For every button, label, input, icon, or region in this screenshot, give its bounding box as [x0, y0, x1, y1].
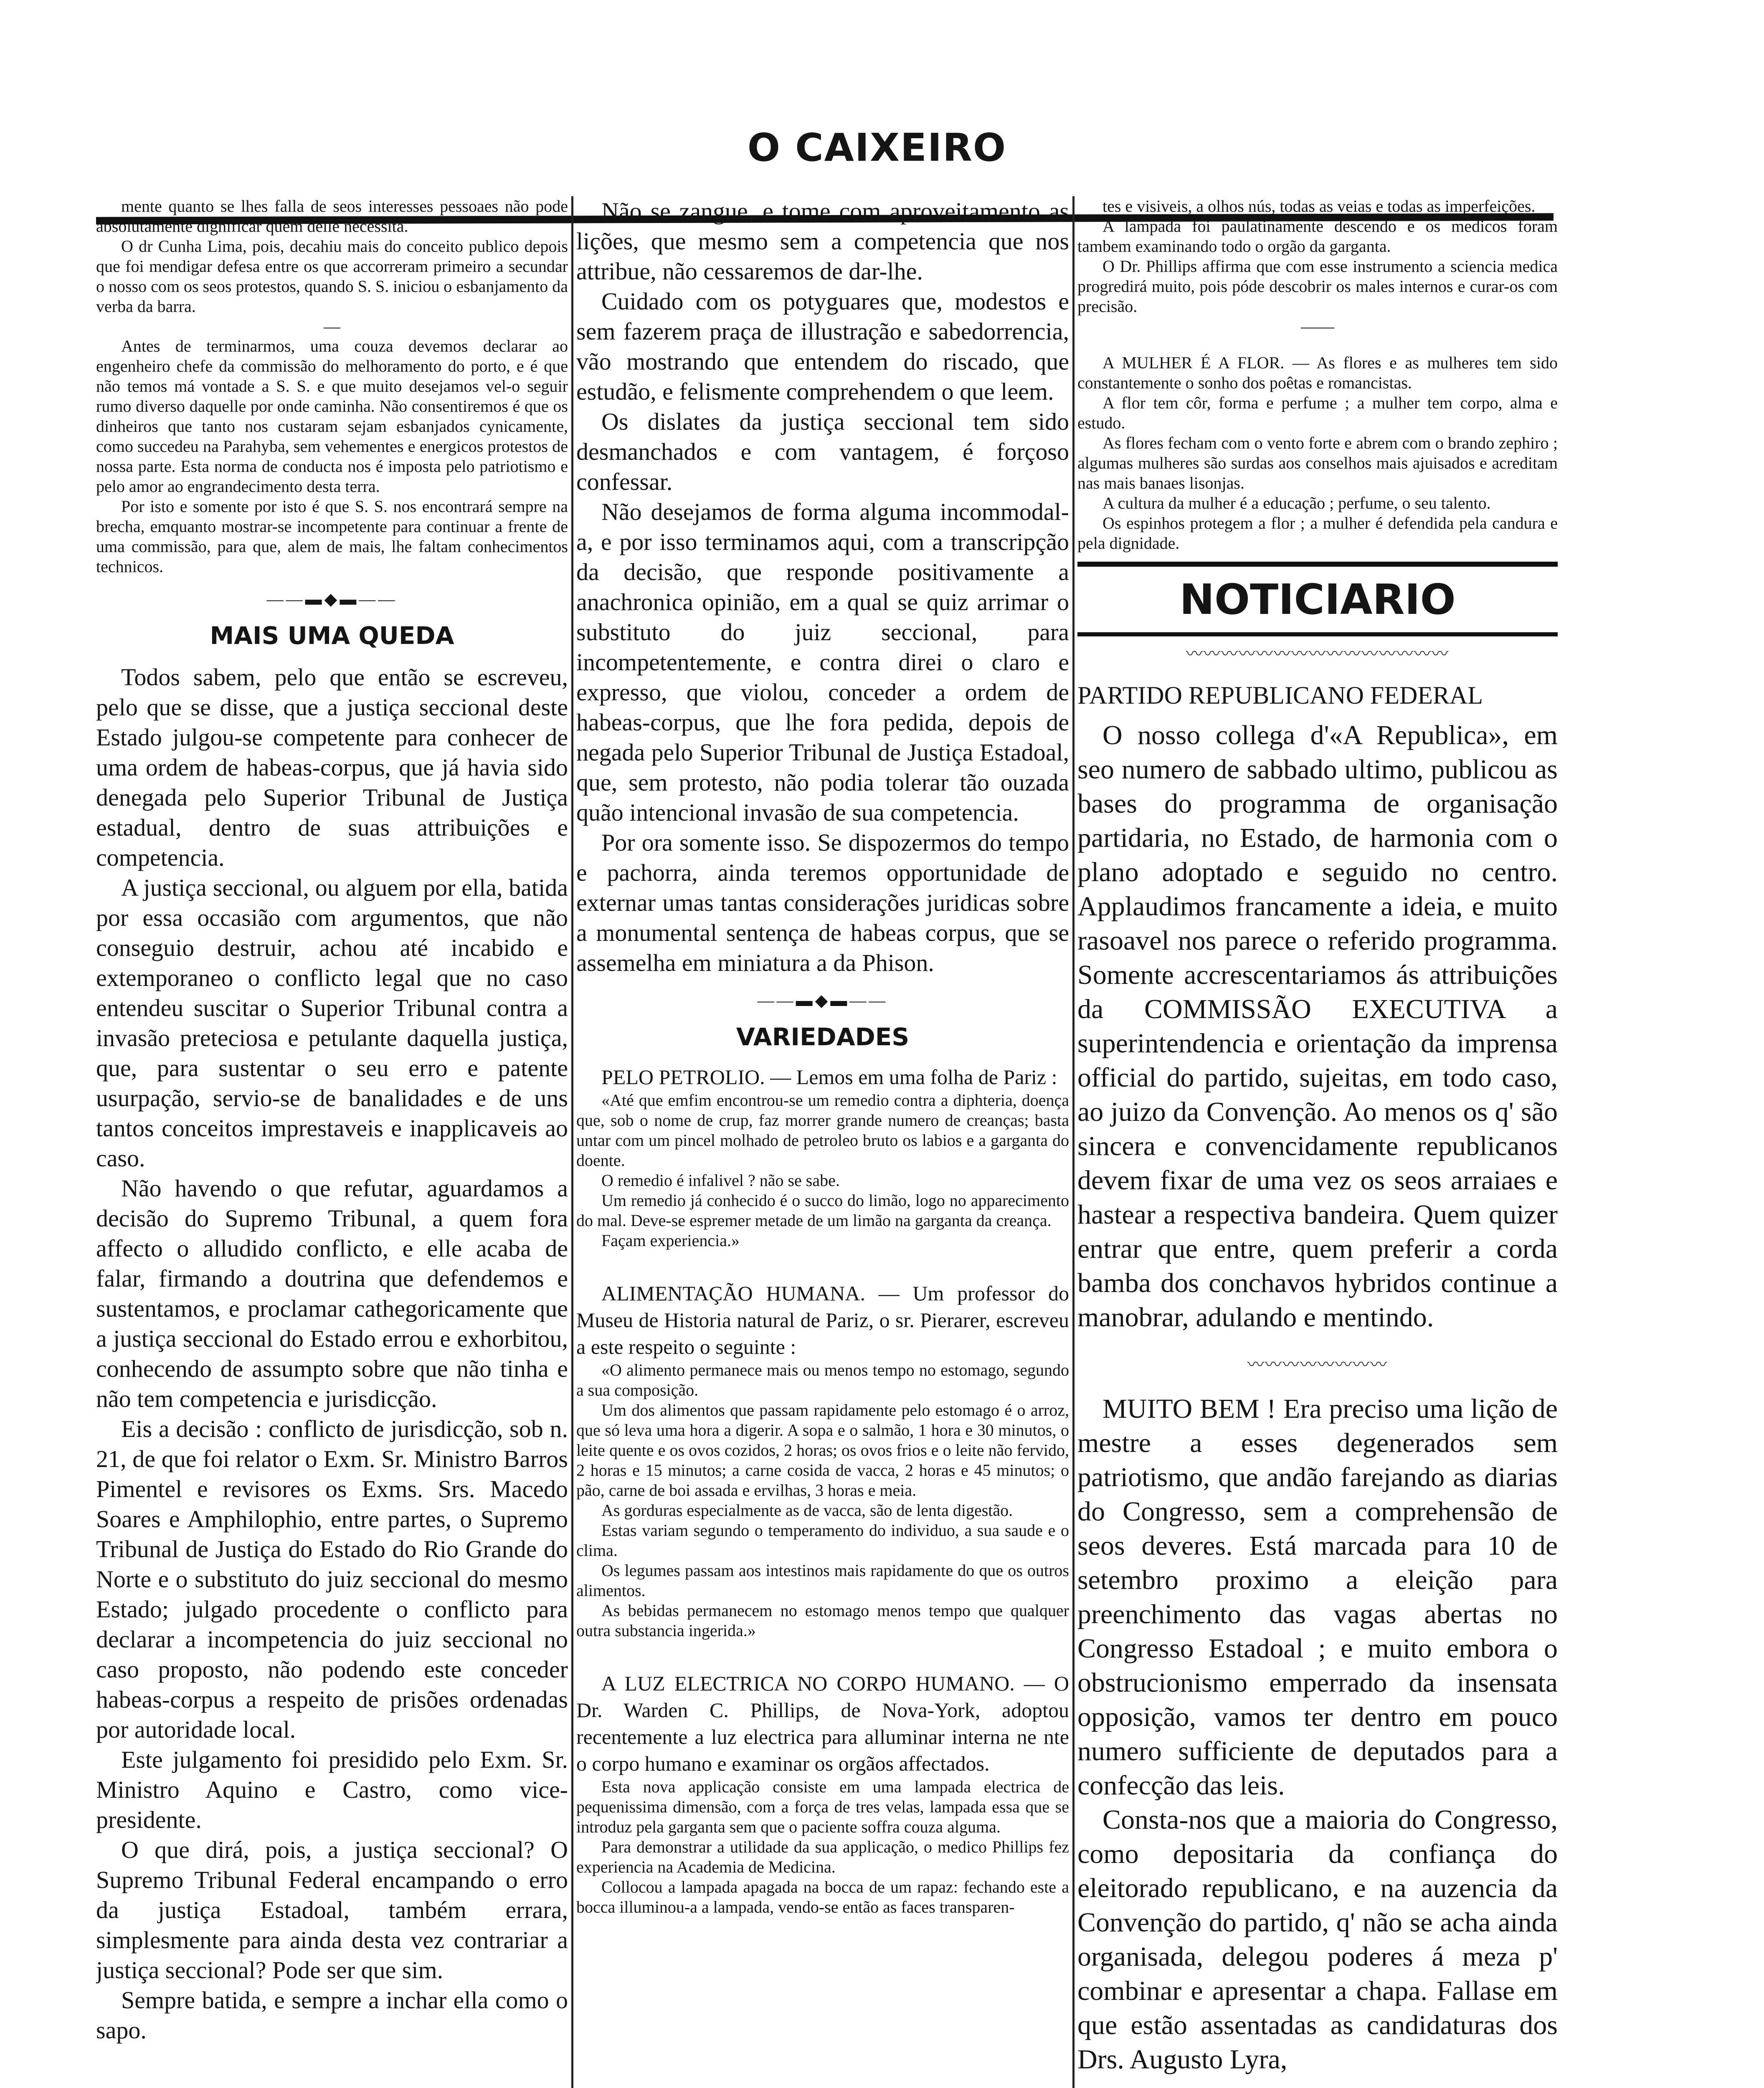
noticiario-title: NOTICIARIO [1179, 575, 1456, 624]
col1-cont-paragraph: Antes de terminarmos, uma couza devemos declarar ao engenheiro chefe da commissão do melhoramento do porto, e é que não temos má vontade a S. S. e que muito desejamos vel-o seguir rumo diverso daquelle por onde caminha. Não consentiremos é que os dinheiros que tanto nos custaram sejam esbanjados cynicamente, como succedeu na Parahyba, sem vehementes e energicos protestos de nossa parte. Esta norma de conducta nos é imposta pelo patriotismo e pelo amor ao engrandecimento desta terra. [96, 337, 568, 496]
noticiario-banner [1077, 562, 1558, 636]
muito-bem-paragraph: MUITO BEM ! Era preciso uma lição de mestre a esses degenerados sem patriotismo, que andão farejando as diarias do Congresso, sem a comprehensão de seos deveres. Está marcada para 10 de setembro proximo a eleição para preenchimento das vagas abertas no Congresso Estadoal ; e muito embora o obstrucionismo emperrado da insensata opposição, vamos ter dentro em pouco numero sufficiente de deputados para a confecção das leis. [1077, 1394, 1558, 1801]
wave-divider: 〰〰〰〰〰〰〰〰〰〰〰〰〰〰〰 [1186, 644, 1449, 663]
masthead: O CAIXEIRO [747, 125, 1007, 170]
ornament-divider: ——▬◆▬—— [757, 991, 888, 1010]
article-paragraph: O que dirá, pois, a justiça seccional? O Supremo Tribunal Federal encampando o erro da justiça Estadoal, também errara, simplesmente para ainda desta vez contrariar a justiça seccional? Pode ser que sim. [96, 1836, 568, 1984]
col1-cont-paragraph: O dr Cunha Lima, pois, decahiu mais do conceito publico depois que foi mendigar defesa entre os que accorreram primeiro a secundar o nosso com os seos protestos, quando S. S. iniciou o esbanjamento da verba da barra. [96, 237, 568, 316]
article-paragraph: Todos sabem, pelo que então se escreveu, pelo que se disse, que a justiça seccional deste Estado julgou-se competente para conhecer de uma ordem de habeas-corpus, que já havia sido denegada pelo Superior Tribunal de Justiça estadual, dentro de suas attribuições e competencia. [96, 664, 568, 871]
mulher-paragraph: As flores fecham com o vento forte e abrem com o brando zephiro ; algumas mulheres são surdas aos conselhos mais ajuisados e acreditam nas mais banaes lisonjas. [1077, 433, 1558, 492]
variedades-paragraph: «Até que emfim encontrou-se um remedio contra a diphteria, doença que, sob o nome de crup, faz morrer grande numero de creanças; basta untar com um pincel molhado de petroleo bruto os labios e a garganta do doente. [576, 1091, 1069, 1170]
column-3 [1077, 196, 1558, 2077]
article-paragraph: Os dislates da justiça seccional tem sido desmanchados e com vantagem, é forçoso confessar. [576, 408, 1069, 495]
variedades-paragraph: Estas variam segundo o temperamento do individuo, a sua saude e o clima. [576, 1521, 1069, 1560]
variedades-paragraph: Esta nova applicação consiste em uma lampada electrica de pequenissima dimensão, com a força de tres velas, lampada essa que se introduz pela garganta sem que o paciente soffra couza alguma. [576, 1777, 1069, 1836]
mulher-paragraph: Os espinhos protegem a flor ; a mulher é defendida pela candura e pela dignidade. [1077, 514, 1558, 552]
col3-cont-paragraph: O Dr. Phillips affirma que com esse instrumento a sciencia medica progredirá muito, pois póde descobrir os males internos e curar-os com precisão. [1077, 257, 1558, 316]
variedades-paragraph: «O alimento permanece mais ou menos tempo no estomago, segundo a sua composição. [576, 1361, 1069, 1399]
article-paragraph: Não desejamos de forma alguma incommodal-a, e por isso terminamos aqui, com a transcripção da decisão, que responde positivamente a anachronica opinião, em a qual se quiz arrimar o substituto do juiz seccional, para incompetentemente, e contra direi o claro e expresso, que violou, conceder a ordem de habeas-corpus, que lhe fora pedida, depois de negada pelo Superior Tribunal de Justiça Estadoal, que, sem protesto, não podia tolerar tão ouzada quão intencional invasão de sua competencia. [576, 498, 1069, 826]
col1-cont-paragraph: mente quanto se lhes falla de seos interesses pessoaes não pode absolutamente dignificar quem delle necessita. [96, 197, 568, 236]
column-2 [576, 196, 1069, 1917]
separator-dash: —— [1301, 317, 1334, 336]
variedades-paragraph: ALIMENTAÇÃO HUMANA. — Um professor do Museu de Historia natural de Pariz, o sr. Pierarer, escreveu a este respeito o seguinte : [576, 1282, 1069, 1358]
article-paragraph: Sempre batida, e sempre a inchar ella como o sapo. [96, 1987, 568, 2044]
variedades-paragraph: Um dos alimentos que passam rapidamente pelo estomago é o arroz, que só leva uma hora a digerir. A sopa e o salmão, 1 hora e 30 minutos, o leite quente e os ovos cozidos, 2 horas; os ovos frios e o leite não fervido, 2 horas e 15 minutos; a carne cosida de vacca, 2 horas e 45 minutos; o pão, carne de boi assada e ervilhas, 3 horas e meia. [576, 1401, 1069, 1500]
article-paragraph: Não havendo o que refutar, aguardamos a decisão do Supremo Tribunal, a quem fora affecto o alludido conflicto, e elle acaba de falar, firmando a doutrina que defendemos e sustentamos, e proclamar cathegoricamente que a justiça seccional do Estado errou e exhorbitou, conhecendo de assumpto sobre que não tinha e não tem competencia e jurisdicção. [96, 1175, 568, 1412]
variedades-paragraph: As bebidas permanecem no estomago menos tempo que qualquer outra substancia ingerida.» [576, 1601, 1069, 1640]
variedades-paragraph: Os legumes passam aos intestinos mais rapidamente do que os outros alimentos. [576, 1561, 1069, 1600]
variedades-paragraph: Para demonstrar a utilidade da sua applicação, o medico Phillips fez experiencia na Academia de Medicina. [576, 1837, 1069, 1876]
partido-paragraph: O nosso collega d'«A Republica», em seo numero de sabbado ultimo, publicou as bases do programma de organisação partidaria, no Estado, de harmonia com o plano adoptado e seguido no centro. Applaudimos francamente a ideia, e muito rasoavel nos parece o referido programma. Somente accrescentariamos ás attribuições da COMMISSÃO EXECUTIVA a superintendencia e orientação da imprensa official do partido, sujeitas, em todo caso, ao juizo da Convenção. Ao menos os q' são sincera e convencidamente republicanos devem fixar de uma vez os seos arraiaes e hastear a respectiva bandeira. Quem quizer entrar que entre, quem preferir a corda bamba dos conchavos hybridos continue a manobrar, adulando e mentindo. [1077, 720, 1558, 1333]
muito-bem-paragraph: Consta-nos que a maioria do Congresso, como depositaria da confiança do eleitorado republicano, e na auzencia da Convenção do partido, q' não se acha ainda organisada, delegou poderes á meza p' combinar e apresentar a chapa. Fallase em que estão assentadas as candidaturas dos Drs. Augusto Lyra, [1077, 1804, 1558, 2075]
mulher-paragraph: A cultura da mulher é a educação ; perfume, o seu talento. [1102, 494, 1491, 512]
variedades-paragraph: A LUZ ELECTRICA NO CORPO HUMANO. — O Dr. Warden C. Phillips, de Nova-York, adoptou recentemente a luz electrica para alluminar interna ne nte o corpo humano e examinar os orgãos affectados. [576, 1672, 1069, 1775]
mulher-paragraph: A MULHER É A FLOR. — As flores e as mulheres tem sido constantemente o sonho dos poêtas e romancistas. [1077, 353, 1558, 392]
col3-cont-paragraph: A lampada foi paulatinamente descendo e os medicos foram tambem examinando todo o orgão da garganta. [1077, 217, 1558, 256]
variedades-paragraph: Façam experiencia.» [601, 1231, 740, 1250]
column-divider-2 [1072, 196, 1075, 2088]
article-paragraph: Por ora somente isso. Se dispozermos do tempo e pachorra, ainda teremos opportunidade de externar umas tantas considerações juridicas sobre a monumental sentença de habeas corpus, que se assemelha em miniatura a da Phison. [576, 829, 1069, 976]
article-heading: MAIS UMA QUEDA [210, 621, 454, 650]
variedades-paragraph: O remedio é infalivel ? não se sabe. [601, 1171, 840, 1190]
section-heading-variedades: VARIEDADES [736, 1023, 910, 1051]
variedades-paragraph: PELO PETROLIO. — Lemos em uma folha de Pariz : [601, 1065, 1057, 1089]
article-paragraph: Não se zangue, e tome com aproveitamento as lições, que mesmo sem a competencia que nos attribue, não cessaremos de dar-lhe. [576, 198, 1069, 285]
mulher-paragraph: A flor tem côr, forma e perfume ; a mulher tem corpo, alma e estudo. [1077, 393, 1558, 432]
article-paragraph: Eis a decisão : conflicto de jurisdicção, sob n. 21, de que foi relator o Exm. Sr. Ministro Barros Pimentel e revisores os Exms. Srs. Macedo Soares e Amphilophio, entre partes, o Supremo Tribunal de Justiça do Estado do Rio Grande do Norte e o substituto do juiz seccional do mesmo Estado; julgado procedente o conflicto para declarar a incompetencia do juiz seccional no caso proposto, não podendo este conceder habeas-corpus a respeito de prisões ordenadas por autoridade local. [96, 1415, 568, 1743]
partido-heading: PARTIDO REPUBLICANO FEDERAL [1077, 682, 1483, 709]
separator-dash: — [324, 317, 340, 336]
variedades-paragraph: Um remedio já conhecido é o succo do limão, logo no apparecimento do mal. Deve-se espremer metade de um limão na garganta da creança. [576, 1191, 1069, 1230]
variedades-paragraph: As gorduras especialmente as de vacca, são de lenta digestão. [601, 1501, 1013, 1520]
article-paragraph: Este julgamento foi presidido pelo Exm. Sr. Ministro Aquino e Castro, como vice-presidente. [96, 1746, 568, 1833]
article-paragraph: Cuidado com os potyguares que, modestos e sem fazerem praça de illustração e sabedorrencia, vão mostrando que entendem do riscado, que estudão, e felismente comprehendem o que leem. [576, 288, 1069, 405]
col1-cont-paragraph: Por isto e somente por isto é que S. S. nos encontrará sempre na brecha, emquanto mostrar-se incompetente para continuar a frente de uma commissão, para que, alem de mais, lhe faltam conhecimentos technicos. [96, 497, 568, 576]
column-divider-1 [571, 196, 573, 2088]
col3-cont-paragraph: tes e visiveis, a olhos nús, todas as veias e todas as imperfeições. [1102, 197, 1536, 215]
column-1 [96, 196, 568, 2045]
wave-divider: 〰〰〰〰〰〰〰〰 [1247, 1355, 1388, 1374]
article-paragraph: A justiça seccional, ou alguem por ella, batida por essa occasião com argumentos, que não conseguio destruir, achou até incabido e extemporaneo o conflicto legal que no caso entendeu suscitar o Superior Tribunal contra a invasão preteciosa e petulante daquella justiça, que, para sustentar o seu erro e patente usurpação, servio-se de banalidades e de uns tantos conceitos imprestaveis e inapplicaveis ao caso. [96, 874, 568, 1172]
ornament-divider: ——▬◆▬—— [266, 590, 398, 608]
variedades-paragraph: Collocou a lampada apagada na bocca de um rapaz: fechando este a bocca illuminou-a a lampada, vendo-se então as faces transparen- [576, 1878, 1069, 1916]
